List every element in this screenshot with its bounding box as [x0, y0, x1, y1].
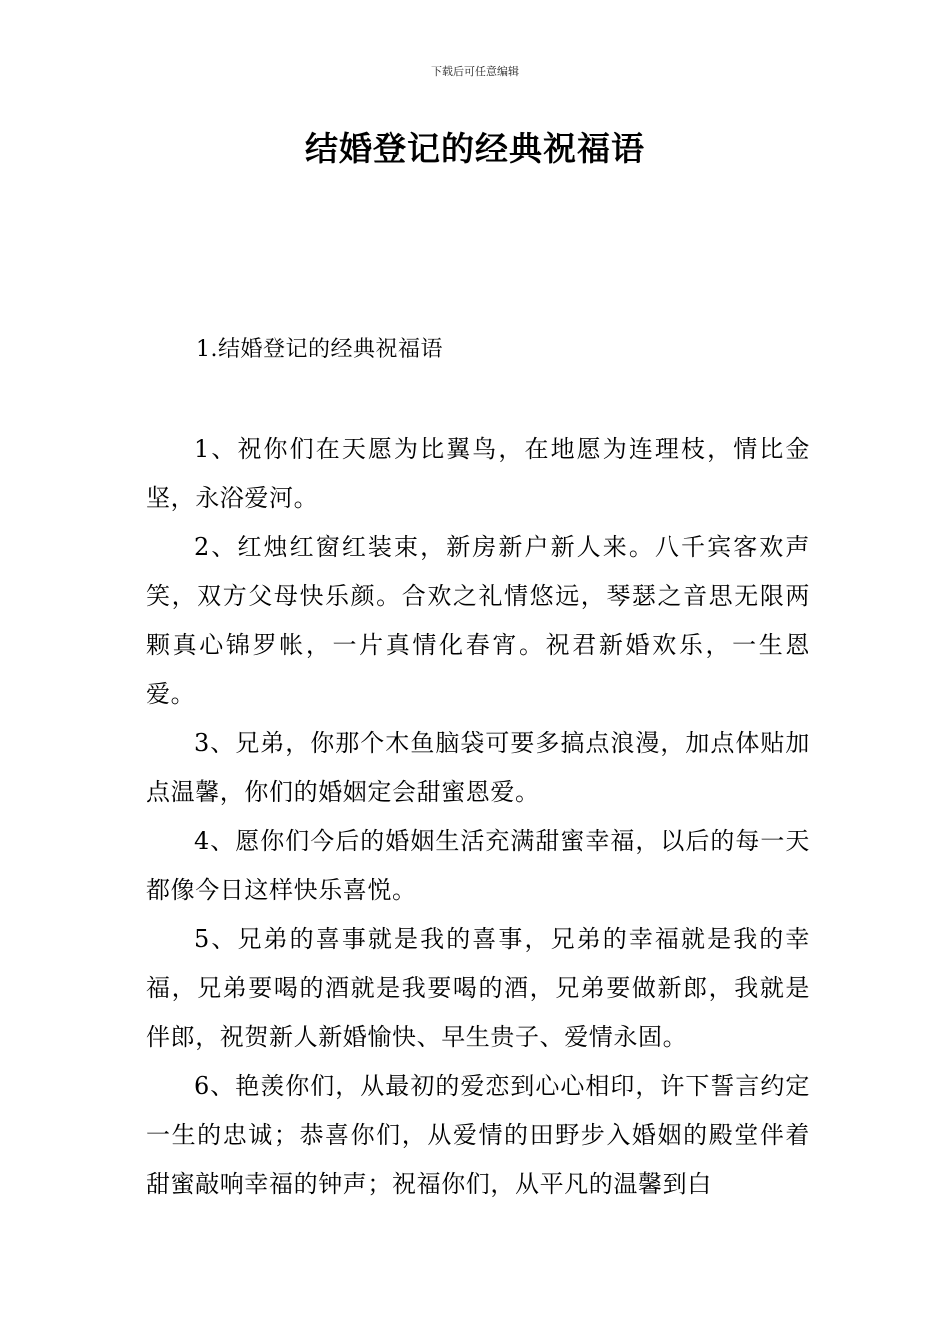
paragraph: 2、红烛红窗红装束，新房新户新人来。八千宾客欢声笑，双方父母快乐颜。合欢之礼情悠远，琴瑟之音思无限两颗真心锦罗帐，一片真情化春宵。祝君新婚欢乐，一生恩爱。	[146, 533, 810, 708]
document-title: 结婚登记的经典祝福语	[305, 129, 645, 168]
document-body	[146, 425, 810, 1209]
paragraph: 4、愿你们今后的婚姻生活充满甜蜜幸福，以后的每一天都像今日这样快乐喜悦。	[146, 827, 810, 904]
paragraph: 5、兄弟的喜事就是我的喜事，兄弟的幸福就是我的幸福，兄弟要喝的酒就是我要喝的酒，兄弟要做新郎，我就是伴郎，祝贺新人新婚愉快、早生贵子、爱情永固。	[146, 925, 810, 1051]
paragraph: 3、兄弟，你那个木鱼脑袋可要多搞点浪漫，加点体贴加点温馨，你们的婚姻定会甜蜜恩爱。	[146, 729, 810, 806]
header-note: 下载后可任意编辑	[431, 65, 519, 78]
paragraph: 6、艳羡你们，从最初的爱恋到心心相印，许下誓言约定一生的忠诚；恭喜你们，从爱情的田野步入婚姻的殿堂伴着甜蜜敲响幸福的钟声；祝福你们，从平凡的温馨到白	[146, 1072, 810, 1198]
paragraph: 1、祝你们在天愿为比翼鸟，在地愿为连理枝，情比金坚，永浴爱河。	[146, 435, 810, 512]
section-heading: 1.结婚登记的经典祝福语	[196, 337, 443, 362]
